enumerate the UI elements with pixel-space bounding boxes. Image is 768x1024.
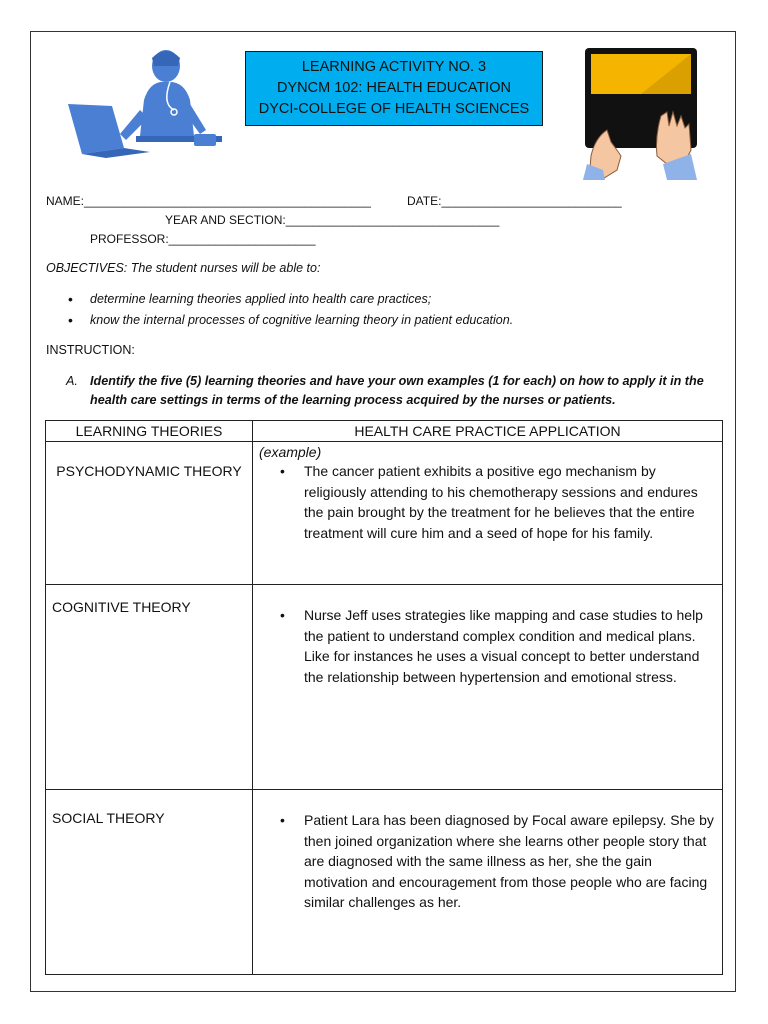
learning-theories-table [45, 420, 723, 975]
date-field[interactable]: DATE:___________________________ [407, 194, 622, 208]
instruction-letter: A. [66, 374, 78, 388]
column-header-application: HEALTH CARE PRACTICE APPLICATION [253, 421, 723, 442]
professor-field[interactable]: PROFESSOR:______________________ [90, 232, 316, 246]
theory-name: COGNITIVE THEORY [46, 585, 253, 790]
objectives-list [66, 290, 513, 332]
objective-item: • determine learning theories applied into health care practices; [66, 290, 513, 311]
title-line-college: DYCI-COLLEGE OF HEALTH SCIENCES [258, 101, 530, 117]
table-row [46, 442, 723, 585]
activity-title-box [245, 51, 543, 126]
application-cell[interactable] [253, 585, 723, 790]
title-line-course: DYNCM 102: HEALTH EDUCATION [277, 80, 511, 96]
application-cell[interactable] [253, 442, 723, 585]
year-section-field[interactable]: YEAR AND SECTION:________________________________ [165, 213, 500, 227]
bullet-icon: • [280, 463, 285, 479]
column-header-theories: LEARNING THEORIES [46, 421, 253, 442]
table-row [46, 585, 723, 790]
bullet-icon: • [280, 812, 285, 828]
theory-name: SOCIAL THEORY [46, 790, 253, 975]
bullet-icon: • [280, 607, 285, 623]
example-note: (example) [259, 444, 322, 460]
title-line-activity: LEARNING ACTIVITY NO. 3 [301, 59, 487, 75]
application-cell[interactable] [253, 790, 723, 975]
theory-name: PSYCHODYNAMIC THEORY [46, 442, 253, 585]
objectives-heading: OBJECTIVES: The student nurses will be able to: [46, 261, 321, 275]
instruction-a [66, 372, 726, 410]
instruction-label: INSTRUCTION: [46, 343, 135, 357]
hands-typing-laptop-icon [581, 46, 701, 180]
nurse-at-laptop-icon [66, 44, 222, 158]
application-text: The cancer patient exhibits a positive ego mechanism by religiously attending to his chemotherapy sessions and endures the pain brought by the treatment for he believes that the entire treatment will cure him and a seed of hope for his family. [304, 463, 698, 541]
application-text: Nurse Jeff uses strategies like mapping and case studies to help the patient to understand complex condition and medical plans. Like for instances he uses a visual concept to better understand the relationship between hypertension and emotional stress. [304, 607, 703, 685]
application-text: Patient Lara has been diagnosed by Focal aware epilepsy. She by then joined organization where she learns other people story that are diagnosed with the same illness as her, she the gain motivation and encouragement from those people who are facing similar challenges as her. [304, 812, 714, 911]
table-row [46, 790, 723, 975]
instruction-text: Identify the five (5) learning theories and have your own examples (1 for each) on how to apply it in the health care settings in terms of the learning process acquired by the nurses or patients. [90, 374, 704, 407]
objective-item: • know the internal processes of cognitive learning theory in patient education. [66, 311, 513, 332]
table-header-row [46, 421, 723, 442]
name-field[interactable]: NAME:___________________________________________ [46, 194, 371, 208]
